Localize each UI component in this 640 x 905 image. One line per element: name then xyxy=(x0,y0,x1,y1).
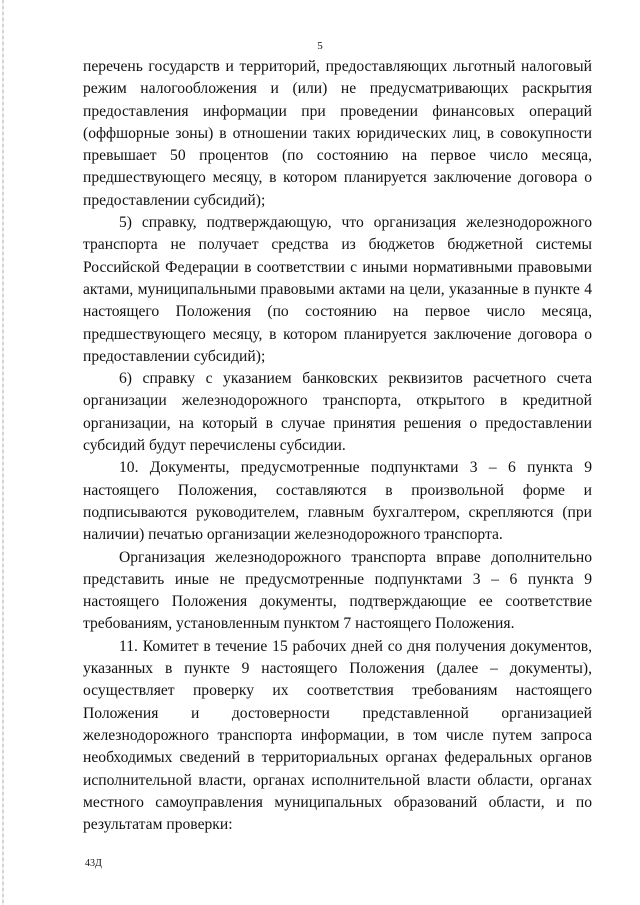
paragraph-item-6: 6) справку с указанием банковских реквизитов расчетного счета организации железнодорожного транспорта, открытого в кредитной организации, на который в случае принятия решения о предоставлении субсидий будут перечислены субсидии. xyxy=(83,370,592,455)
paragraph-clause-10-addendum: Организация железнодорожного транспорта вправе дополнительно представить иные не предусмотренные подпунктами 3 – 6 пункта 9 настоящего Положения документы, подтверждающие ее соответствие требованиям, установленным пунктом 7 настоящего Положения. xyxy=(83,548,592,633)
paragraph-clause-10: 10. Документы, предусмотренные подпунктами 3 – 6 пункта 9 настоящего Положения, составляются в произвольной форме и подписываются руководителем, главным бухгалтером, скрепляются (при наличии) печатью организации железнодорожного транспорта. xyxy=(83,459,592,544)
document-body xyxy=(83,56,592,836)
footer-code: 43Д xyxy=(85,858,102,869)
paragraph-item-5: 5) справку, подтверждающую, что организация железнодорожного транспорта не получает средства из бюджетов бюджетной системы Российской Федерации в соответствии с иными нормативными правовыми актами, муниципальными правовыми актами на цели, указанные в пункте 4 настоящего Положения (по состоянию на первое число месяца, предшествующего месяцу, в котором планируется заключение договора о предоставлении субсидий); xyxy=(83,214,592,365)
paragraph-clause-11: 11. Комитет в течение 15 рабочих дней со дня получения документов, указанных в пункте 9 настоящего Положения (далее – документы), осуществляет проверку их соответствия требованиям настоящего Положения и достоверности представленной организацией железнодорожного транспорта информации, в том числе путем запроса необходимых сведений в территориальных органах федеральных органов исполнительной власти, органах исполнительной власти области, органах местного самоуправления муниципальных образований области, и по результатам проверки: xyxy=(83,637,592,834)
scan-edge-line xyxy=(2,0,4,905)
paragraph-continuation: перечень государств и территорий, предоставляющих льготный налоговый режим налогообложения и (или) не предусматривающих раскрытия предоставления информации при проведении финансовых операций (оффшорные зоны) в отношении таких юридических лиц, в совокупности превышает 50 процентов (по состоянию на первое число месяца, предшествующего месяцу, в котором планируется заключение договора о предоставлении субсидий); xyxy=(83,58,592,209)
page-number: 5 xyxy=(317,40,323,52)
